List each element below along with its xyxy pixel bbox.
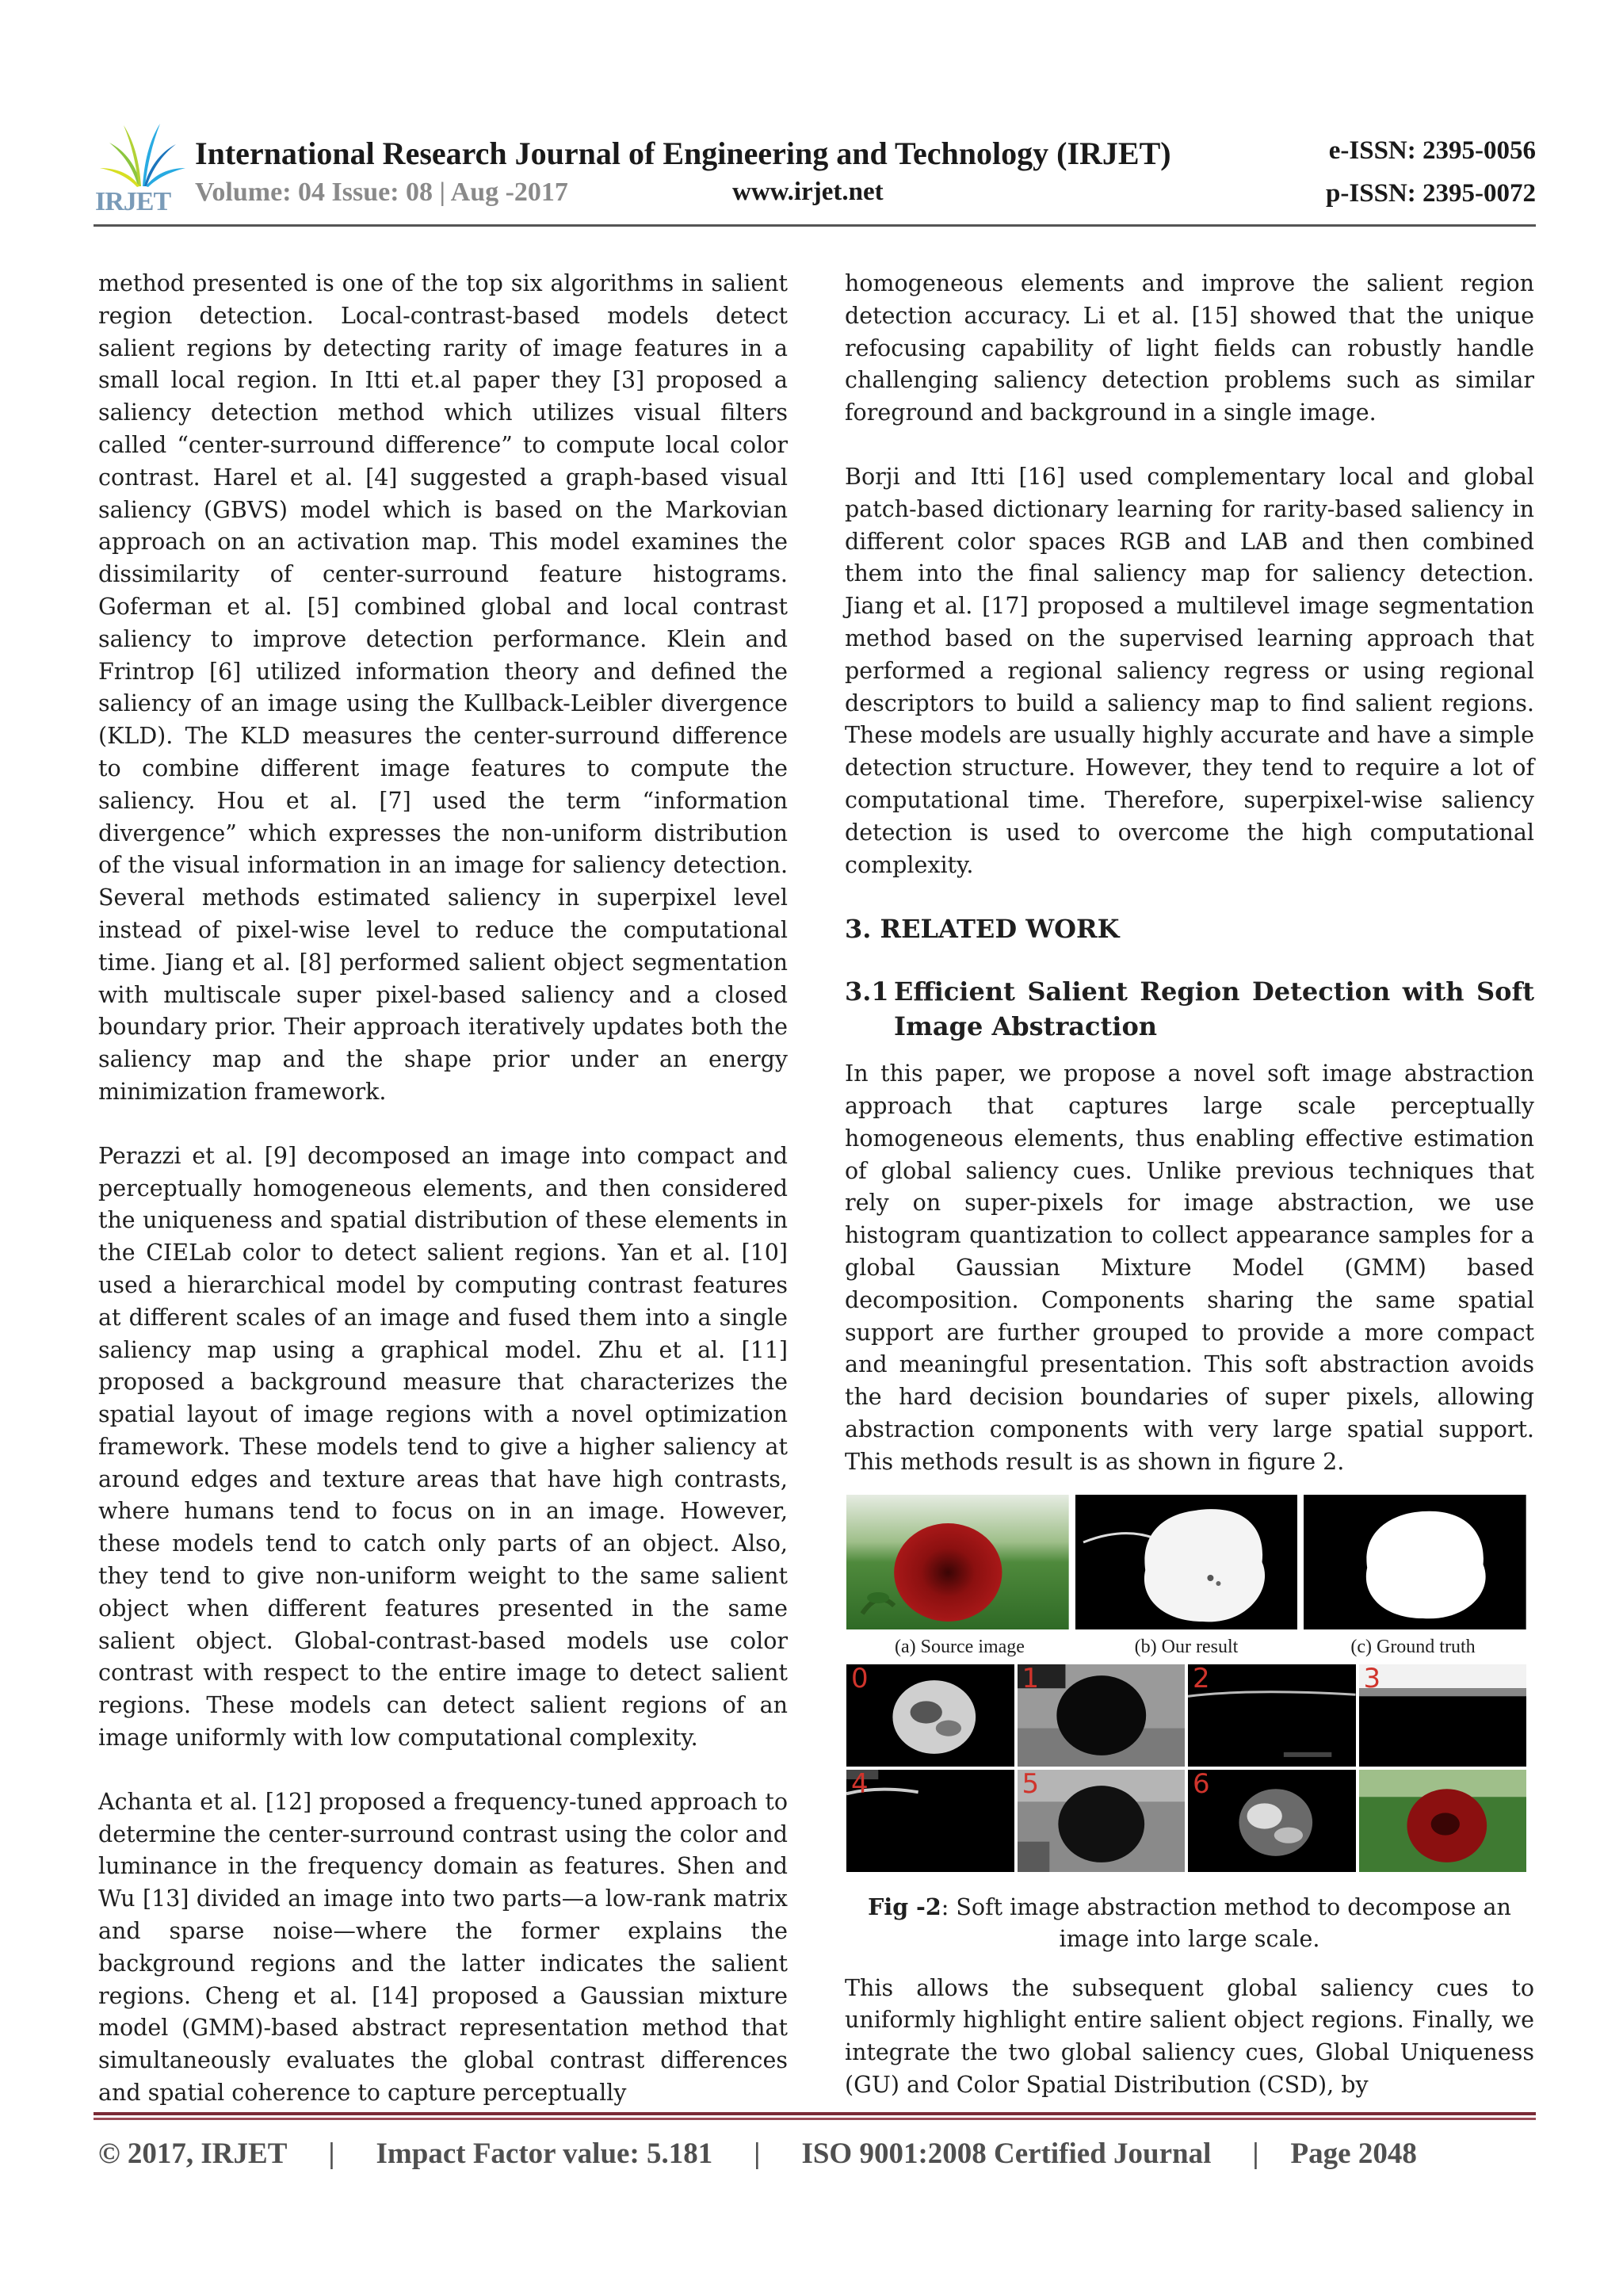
label-ground-truth: (c) Ground truth [1350, 1636, 1476, 1657]
subsection-number: 3.1 [845, 976, 889, 1007]
paragraph: Borji and Itti [16] used complementary local and global patch-based dictionary learning for rarity-based saliency in different color spaces RGB and LAB and then combined them into the final saliency map for saliency detection. Jiang et al. [17] proposed a multilevel image segmentation method based on the supervised learning approach that performed a regional saliency regress or using regional descriptors to build a saliency map to find salient regions. These models are usually highly accurate and have a simple detection structure. However, they tend to require a lot of computational time. Therefore, superpixel-wise saliency detection is used to overcome the high computational complexity. [845, 463, 1534, 878]
footer-separator: | [754, 2137, 761, 2170]
header-divider [94, 224, 1536, 227]
right-column [845, 268, 1534, 2134]
component-0 [846, 1664, 1014, 1767]
subsection-title: Efficient Salient Region Detection with Soft Image Abstraction [894, 976, 1534, 1042]
source-image [846, 1495, 1069, 1629]
left-column [98, 268, 788, 2141]
figure-caption-text: : Soft image abstraction method to decompose an image into large scale. [941, 1893, 1511, 1952]
figure-top-row [846, 1495, 1526, 1629]
volume-issue: Volume: 04 Issue: 08 | Aug -2017 [195, 178, 568, 207]
component-6 [1188, 1770, 1356, 1872]
component-1 [1018, 1664, 1186, 1767]
component-grid [846, 1664, 1526, 1872]
eissn: e-ISSN: 2395-0056 [1328, 136, 1536, 165]
footer-separator: | [328, 2137, 335, 2170]
component-number: 3 [1363, 1664, 1381, 1694]
component-number: 1 [1022, 1664, 1040, 1694]
paragraph: method presented is one of the top six algorithms in salient region detection. Local-contrast-based models detect salient regions by detecting rarity of image features in a small local region. In Itti et.al paper they [3] proposed a saliency detection method which utilizes visual filters called “center-surround difference” to compute local color contrast. Harel et al. [4] suggested a graph-based visual saliency (GBVS) model which is based on the Markovian approach on an activation map. This model examines the dissimilarity of center-surround feature histograms. Goferman et al. [5] combined global and local contrast saliency to improve detection performance. Klein and Frintrop [6] utilized information theory and defined the saliency of an image using the Kullback-Leibler divergence (KLD). The KLD measures the center-surround difference to combine different image features to compute the saliency. Hou et al. [7] used the term “information divergence” which expresses the non-uniform distribution of the visual information in an image for saliency detection. Several methods estimated saliency in superpixel level instead of pixel-wise level to reduce the computational time. Jiang et al. [8] performed salient object segmentation with multiscale super pixel-based saliency and a closed boundary prior. Their approach iteratively updates both the saliency map and the shape prior under an energy minimization framework. [98, 270, 788, 1105]
footer-page-number: Page 2048 [1290, 2137, 1417, 2170]
subsection-heading [845, 974, 1534, 1044]
footer-copyright: © 2017, IRJET [98, 2137, 288, 2170]
footer-impact-factor: Impact Factor value: 5.181 [376, 2137, 713, 2170]
component-number: 0 [851, 1664, 869, 1694]
pissn: p-ISSN: 2395-0072 [1326, 179, 1536, 208]
paragraph: Achanta et al. [12] proposed a frequency-tuned approach to determine the center-surround contrast using the color and luminance in the frequency domain as features. Shen and Wu [13] divided an image into two parts—a low-rank matrix and sparse noise—where the former explains the background regions and the latter indicates the salient regions. Cheng et al. [14] proposed a Gaussian mixture model (GMM)-based abstract representation method that simultaneously evaluates the global contrast differences and spatial coherence to capture perceptually [98, 1788, 788, 2107]
component-number: 5 [1022, 1769, 1040, 1800]
section-heading: 3. RELATED WORK [845, 914, 1120, 945]
ground-truth-image [1304, 1495, 1526, 1629]
component-number: 4 [851, 1769, 869, 1800]
journal-title: International Research Journal of Engineering and Technology (IRJET) [195, 136, 1171, 171]
component-recomposed [1359, 1770, 1527, 1872]
figure-2 [846, 1495, 1526, 1872]
journal-website-link[interactable]: www.irjet.net [732, 178, 884, 206]
footer-divider [94, 2112, 1536, 2115]
paragraph: In this paper, we propose a novel soft image abstraction approach that captures large scale perceptually homogeneous elements, thus enabling effective estimation of global saliency cues. Unlike previous techniques that rely on super-pixels for image abstraction, we use histogram quantization to collect appearance samples for a global Gaussian Mixture Model (GMM) based decomposition. Components sharing the same spatial support are further grouped to provide a more compact and meaningful presentation. This soft abstraction avoids the hard decision boundaries of super pixels, allowing abstraction components with very large spatial support. This methods result is as shown in figure 2. [845, 1060, 1534, 1475]
figure-caption [845, 1891, 1534, 1955]
component-number: 6 [1193, 1769, 1210, 1800]
component-4 [846, 1770, 1014, 1872]
paragraph: This allows the subsequent global saliency cues to uniformly highlight entire salient object regions. Finally, we integrate the two global saliency cues, Global Uniqueness (GU) and Color Spatial Distribution (CSD), by [845, 1974, 1534, 2098]
paragraph: homogeneous elements and improve the salient region detection accuracy. Li et al. [15] showed that the unique refocusing capability of light fields can robustly handle challenging saliency detection problems such as similar foreground and background in a single image. [845, 270, 1534, 426]
label-our-result: (b) Our result [1134, 1636, 1239, 1657]
component-5 [1018, 1770, 1186, 1872]
component-3 [1359, 1664, 1527, 1767]
component-2 [1188, 1664, 1356, 1767]
label-source-image: (a) Source image [895, 1636, 1025, 1657]
figure-caption-label: Fig -2 [868, 1893, 941, 1920]
footer-divider-secondary [94, 2118, 1536, 2120]
logo-text: IRJET [95, 187, 171, 216]
figure-labels [846, 1631, 1526, 1663]
footer-separator: | [1252, 2137, 1259, 2170]
logo-leaf-icon [94, 119, 189, 190]
footer-iso: ISO 9001:2008 Certified Journal [801, 2137, 1212, 2170]
paragraph: Perazzi et al. [9] decomposed an image into compact and perceptually homogeneous elements, and then considered the uniqueness and spatial distribution of these elements in the CIELab color to detect salient regions. Yan et al. [10] used a hierarchical model by computing contrast features at different scales of an image and fused them into a single saliency map using a graphical model. Zhu et al. [11] proposed a background measure that characterizes the spatial layout of image regions with a novel optimization framework. These models tend to give a higher saliency at around edges and texture areas that have high contrasts, where humans tend to focus on in an image. However, these models tend to catch only parts of an object. Also, they tend to give non-uniform weight to the same salient object when different features presented in the same salient object. Global-contrast-based models use color contrast with respect to the entire image to detect salient regions. These models can detect salient regions of an image uniformly with low computational complexity. [98, 1142, 788, 1752]
page-footer [98, 2137, 1541, 2171]
component-number: 2 [1193, 1664, 1210, 1694]
irjet-logo [94, 119, 189, 220]
our-result-image [1075, 1495, 1298, 1629]
page-header [94, 119, 1536, 222]
